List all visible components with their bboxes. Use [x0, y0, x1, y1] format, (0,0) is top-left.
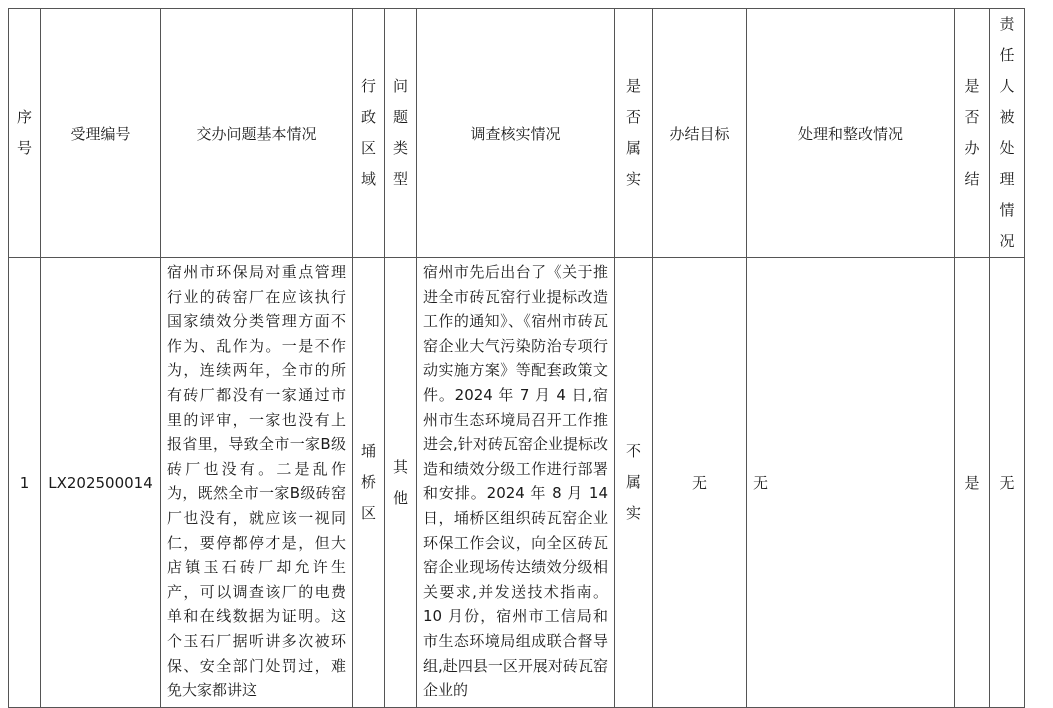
- header-goal: 办结目标: [653, 9, 747, 258]
- cell-basic: [161, 258, 353, 708]
- header-seq: 序号: [9, 9, 41, 258]
- basic-text: 宿州市环保局对重点管理行业的砖窑厂在应该执行国家绩效分类管理方面不作为、乱作为。一是不作为，连续两年，全市的所有砖厂都没有一家通过市里的评审，一家也没有上报省里，导致全市一家B级砖厂也没有。二是乱作为，既然全市一家B级砖窑厂也没有，就应该一视同仁，要停都停才是，但大店镇玉石砖厂却允许生产，可以调查该厂的电费单和在线数据为证明。这个玉石厂据听讲多次被环保、安全部门处罚过，难免大家都讲这: [167, 263, 346, 700]
- investigation-text: 宿州市先后出台了《关于推进全市砖瓦窑行业提标改造工作的通知》、《宿州市砖瓦窑企业大气污染防治专项行动实施方案》等配套政策文件。2024 年 7 月 4 日,宿州市生态环境局召开工作推进会,针对砖瓦窑企业提标改造和绩效分级工作进行部署和安排。2024 年 8 月 14 日，埇桥区组织砖瓦窑企业环保工作会议，向全区砖瓦窑企业现场传达绩效分级相关要求,并发送技术指南。10 月份，宿州市工信局和市生态环境局组成联合督导组,赴四县一区开展对砖瓦窑企业的: [423, 263, 608, 700]
- header-is-true: 是否属实: [615, 9, 653, 258]
- case-table: [8, 8, 1025, 708]
- header-region: 行政区域: [353, 9, 385, 258]
- cell-seq: 1: [9, 258, 41, 708]
- header-is-closed: 是否办结: [955, 9, 990, 258]
- header-accountability: 责任人被处理情况: [990, 9, 1025, 258]
- cell-investigation: [417, 258, 615, 708]
- header-number: 受理编号: [41, 9, 161, 258]
- cell-goal: 无: [653, 258, 747, 708]
- cell-handling: 无: [747, 258, 955, 708]
- cell-number: LX202500014: [41, 258, 161, 708]
- cell-accountability: 无: [990, 258, 1025, 708]
- header-type: 问题类型: [385, 9, 417, 258]
- header-row: [9, 9, 1025, 258]
- cell-is-true: 不属实: [615, 258, 653, 708]
- cell-region: 埇桥区: [353, 258, 385, 708]
- cell-type: 其他: [385, 258, 417, 708]
- header-basic: 交办问题基本情况: [161, 9, 353, 258]
- header-handling: 处理和整改情况: [747, 9, 955, 258]
- cell-is-closed: 是: [955, 258, 990, 708]
- table-row: [9, 258, 1025, 708]
- header-investigation: 调查核实情况: [417, 9, 615, 258]
